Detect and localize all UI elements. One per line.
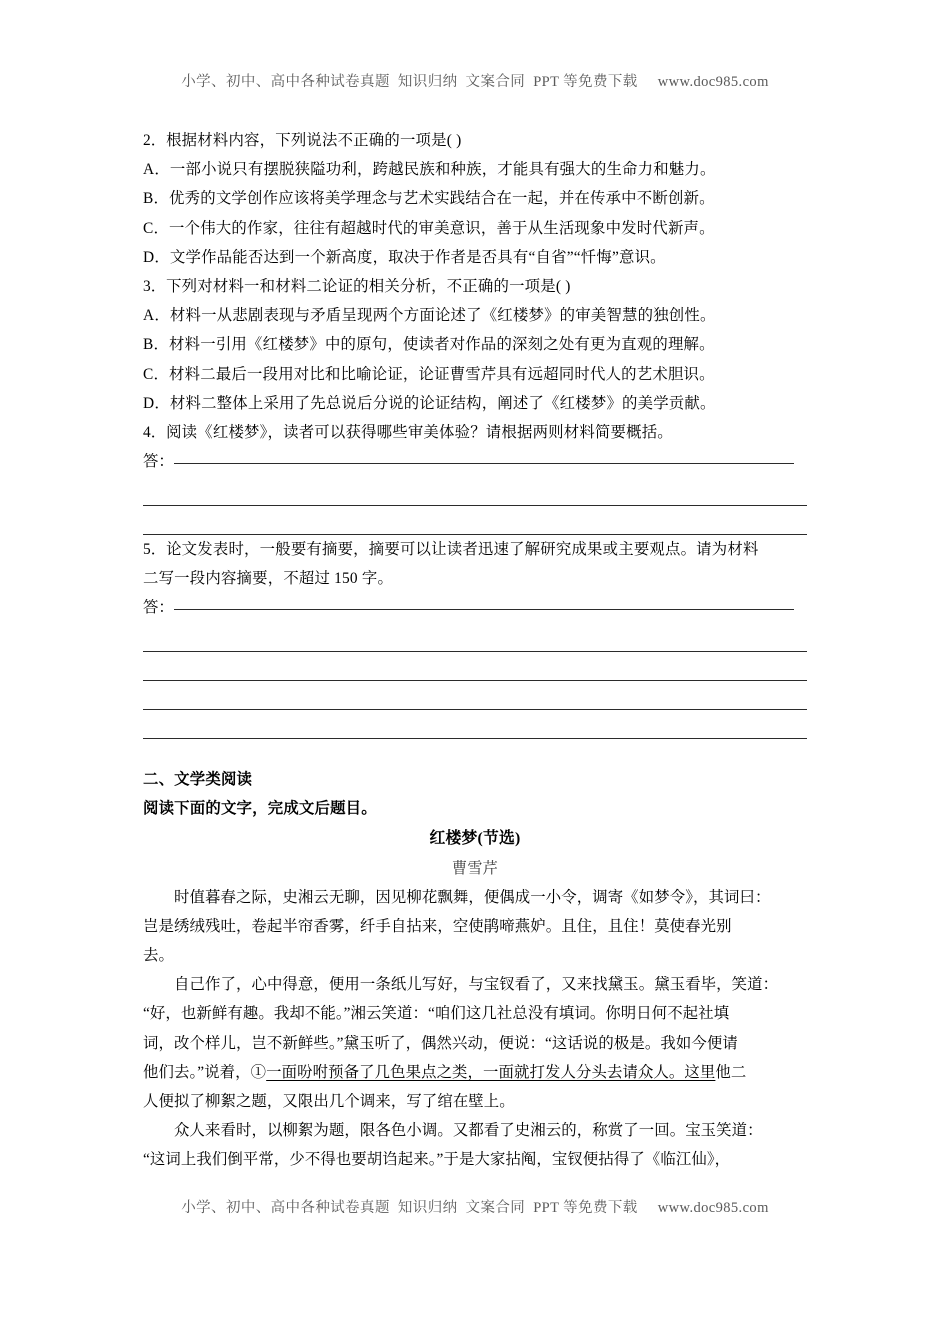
question-4-answer-row: [143, 447, 807, 476]
passage-text: 众人来看时，以柳絮为题，限各色小调。又都看了史湘云的，称赏了一回。宝玉笑道：: [174, 1122, 763, 1140]
question-5-text-line2: 二写一段内容摘要，不超过 150 字。: [143, 570, 394, 587]
question-3-option-b[interactable]: B．材料一引用《红楼梦》中的原句，使读者对作品的深刻之处有更为直观的理解。: [143, 336, 715, 354]
question-2-option-c[interactable]: C．一个伟大的作家，往往有超越时代的审美意识，善于从生活现象中发时代新声。: [143, 219, 715, 237]
passage-line: “好，也新鲜有趣。我却不能。”湘云笑道：“咱们这几社总没有填词。你明日何不起社填: [143, 1005, 730, 1023]
question-3-option-a[interactable]: A．材料一从悲剧表现与矛盾呈现两个方面论述了《红楼梦》的审美智慧的独创性。: [143, 307, 716, 325]
literature-section-title: 二、文学类阅读: [143, 771, 253, 789]
section-spacer: [143, 739, 807, 765]
passage-text: 他们去。”说着，: [143, 1063, 251, 1081]
question-5-answer-label: 答：: [143, 599, 174, 617]
question-5-text-line1: 论文发表时，一般要有摘要，摘要可以让读者迅速了解研究成果或主要观点。请为材料: [166, 540, 759, 558]
answer-rule-line[interactable]: [143, 710, 807, 739]
page-footer: 小学、初中、高中各种试卷真题 知识归纳 文案合同 PPT 等免费下载 www.doc985.com: [181, 1200, 769, 1216]
passage-line-with-underline: [143, 1058, 807, 1087]
question-3-text: 下列对材料一和材料二论证的相关分析，不正确的一项是( ): [166, 278, 571, 296]
passage-text-tail: 他二: [715, 1063, 747, 1081]
question-3-number: 3．: [143, 278, 167, 296]
passage-line: 人便拟了柳絮之题，又限出几个调来，写了绾在壁上。: [143, 1092, 515, 1110]
passage-line: [143, 883, 807, 912]
question-2-text: 根据材料内容，下列说法不正确的一项是( ): [166, 132, 462, 149]
passage-line: 去。: [143, 946, 174, 964]
passage-line: “这词上我们倒平常，少不得也要胡诌起来。”于是大家拈阄，宝钗便拈得了《临江仙》，: [143, 1151, 731, 1169]
question-4-answer-label: 答：: [143, 453, 174, 471]
question-3-stem: [143, 272, 807, 301]
answer-rule-line[interactable]: [143, 622, 807, 651]
passage-line: [143, 970, 807, 999]
answer-rule-line[interactable]: [174, 609, 794, 610]
question-2-number: 2．: [143, 132, 167, 149]
passage-text: 时值暮春之际，史湘云无聊，因见柳花飘舞，便偶成一小令，调寄《如梦令》，其词曰：: [174, 888, 771, 906]
question-4-text: 阅读《红楼梦》，读者可以获得哪些审美体验？请根据两则材料简要概括。: [166, 424, 673, 442]
question-3-option-c[interactable]: C．材料二最后一段用对比和比喻论证，论证曹雪芹具有远超同时代人的艺术胆识。: [143, 365, 715, 383]
document-body: [143, 126, 807, 1175]
answer-rule-line[interactable]: [143, 476, 807, 505]
literature-instruction: 阅读下面的文字，完成文后题目。: [143, 800, 377, 818]
question-2-option-b[interactable]: B．优秀的文学创作应该将美学理念与艺术实践结合在一起，并在传承中不断创新。: [143, 190, 715, 208]
answer-rule-line[interactable]: [143, 652, 807, 681]
question-3-option-d[interactable]: D．材料二整体上采用了先总说后分说的论证结构，阐述了《红楼梦》的美学贡献。: [143, 394, 716, 412]
answer-rule-line[interactable]: [143, 506, 807, 535]
question-5-stem: [143, 535, 807, 564]
question-2-option-d[interactable]: D．文学作品能否达到一个新高度，取决于作者是否具有“自省”“忏悔”意识。: [143, 248, 666, 266]
answer-rule-line[interactable]: [174, 463, 794, 464]
underlined-sentence: 一面吩咐预备了几色果点之类，一面就打发人分头去请众人。这里: [266, 1063, 716, 1081]
answer-rule-line[interactable]: [143, 681, 807, 710]
passage-line: 岂是绣绒残吐，卷起半帘香雾，纤手自拈来，空使鹃啼燕妒。且住，且住！莫使春光别: [143, 917, 732, 935]
question-4-number: 4．: [143, 424, 167, 442]
piece-title: 红楼梦(节选): [429, 829, 521, 847]
question-2-stem: [143, 126, 807, 155]
question-2-option-a[interactable]: A．一部小说只有摆脱狭隘功利，跨越民族和种族，才能具有强大的生命力和魅力。: [143, 161, 716, 179]
passage-text: 自己作了，心中得意，便用一条纸儿写好，与宝钗看了，又来找黛玉。黛玉看毕，笑道：: [174, 976, 779, 994]
passage-line: [143, 1116, 807, 1145]
sentence-marker: ①: [250, 1063, 267, 1081]
piece-author: 曹雪芹: [451, 859, 499, 877]
passage-line: 词，改个样儿，岂不新鲜些。”黛玉听了，偶然兴动，便说：“这话说的极是。我如今便请: [143, 1034, 738, 1052]
page-header: 小学、初中、高中各种试卷真题 知识归纳 文案合同 PPT 等免费下载 www.doc985.com: [181, 74, 769, 90]
question-5-answer-row: [143, 593, 807, 622]
question-4-stem: [143, 418, 807, 447]
question-5-number: 5．: [143, 540, 167, 558]
